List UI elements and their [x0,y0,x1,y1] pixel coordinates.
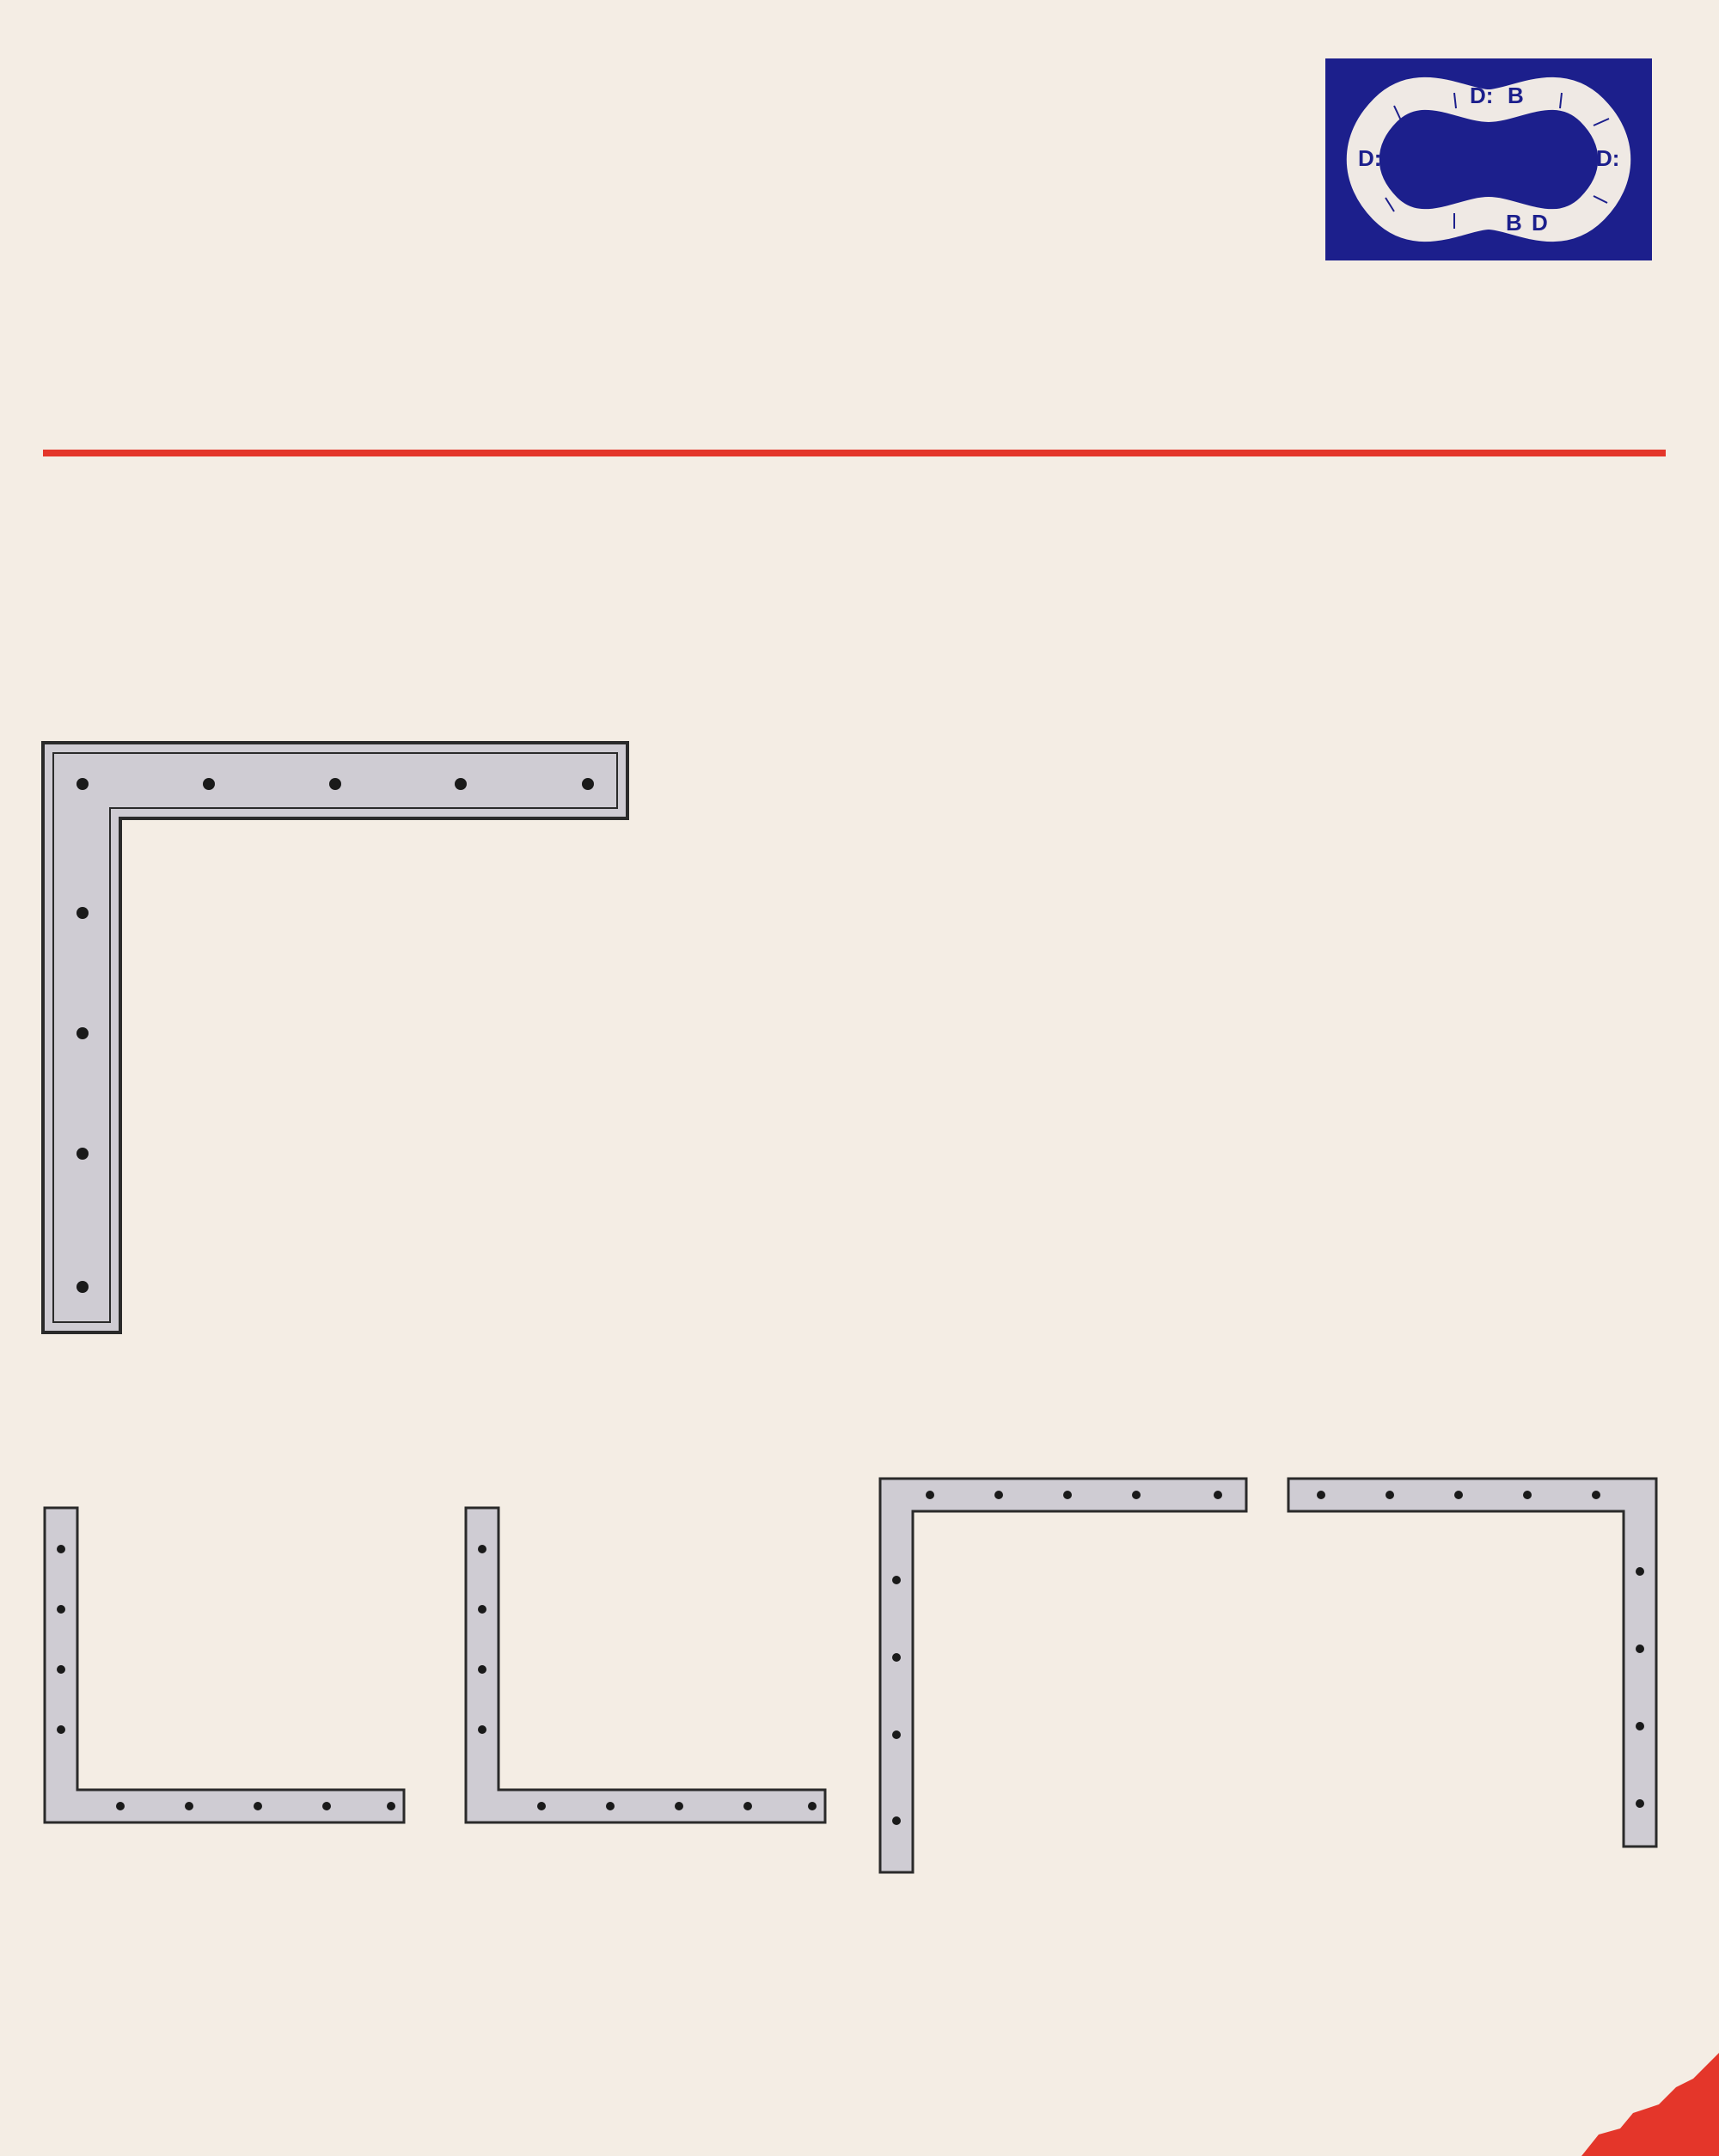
svg-text:D: D [1532,210,1548,236]
step-2-diagram [464,1506,842,1850]
super-square-diagram [41,741,643,1343]
torn-corner [1581,2053,1719,2156]
top-spirograph-design [34,17,1023,430]
svg-text:D:: D: [1358,145,1382,171]
square-spirograph-design [662,481,1659,1479]
svg-text:B: B [1508,83,1524,108]
step-3-diagram [878,1477,1257,1881]
figure-8-arrangement-badge [1325,58,1652,260]
two-color-instructions [1372,287,1631,309]
section-divider [43,450,1666,456]
step-4-diagram [1287,1477,1665,1881]
svg-text:B: B [1506,210,1522,236]
step-1-diagram [43,1506,421,1850]
svg-text:D:: D: [1470,83,1494,108]
svg-text:D:: D: [1596,145,1620,171]
